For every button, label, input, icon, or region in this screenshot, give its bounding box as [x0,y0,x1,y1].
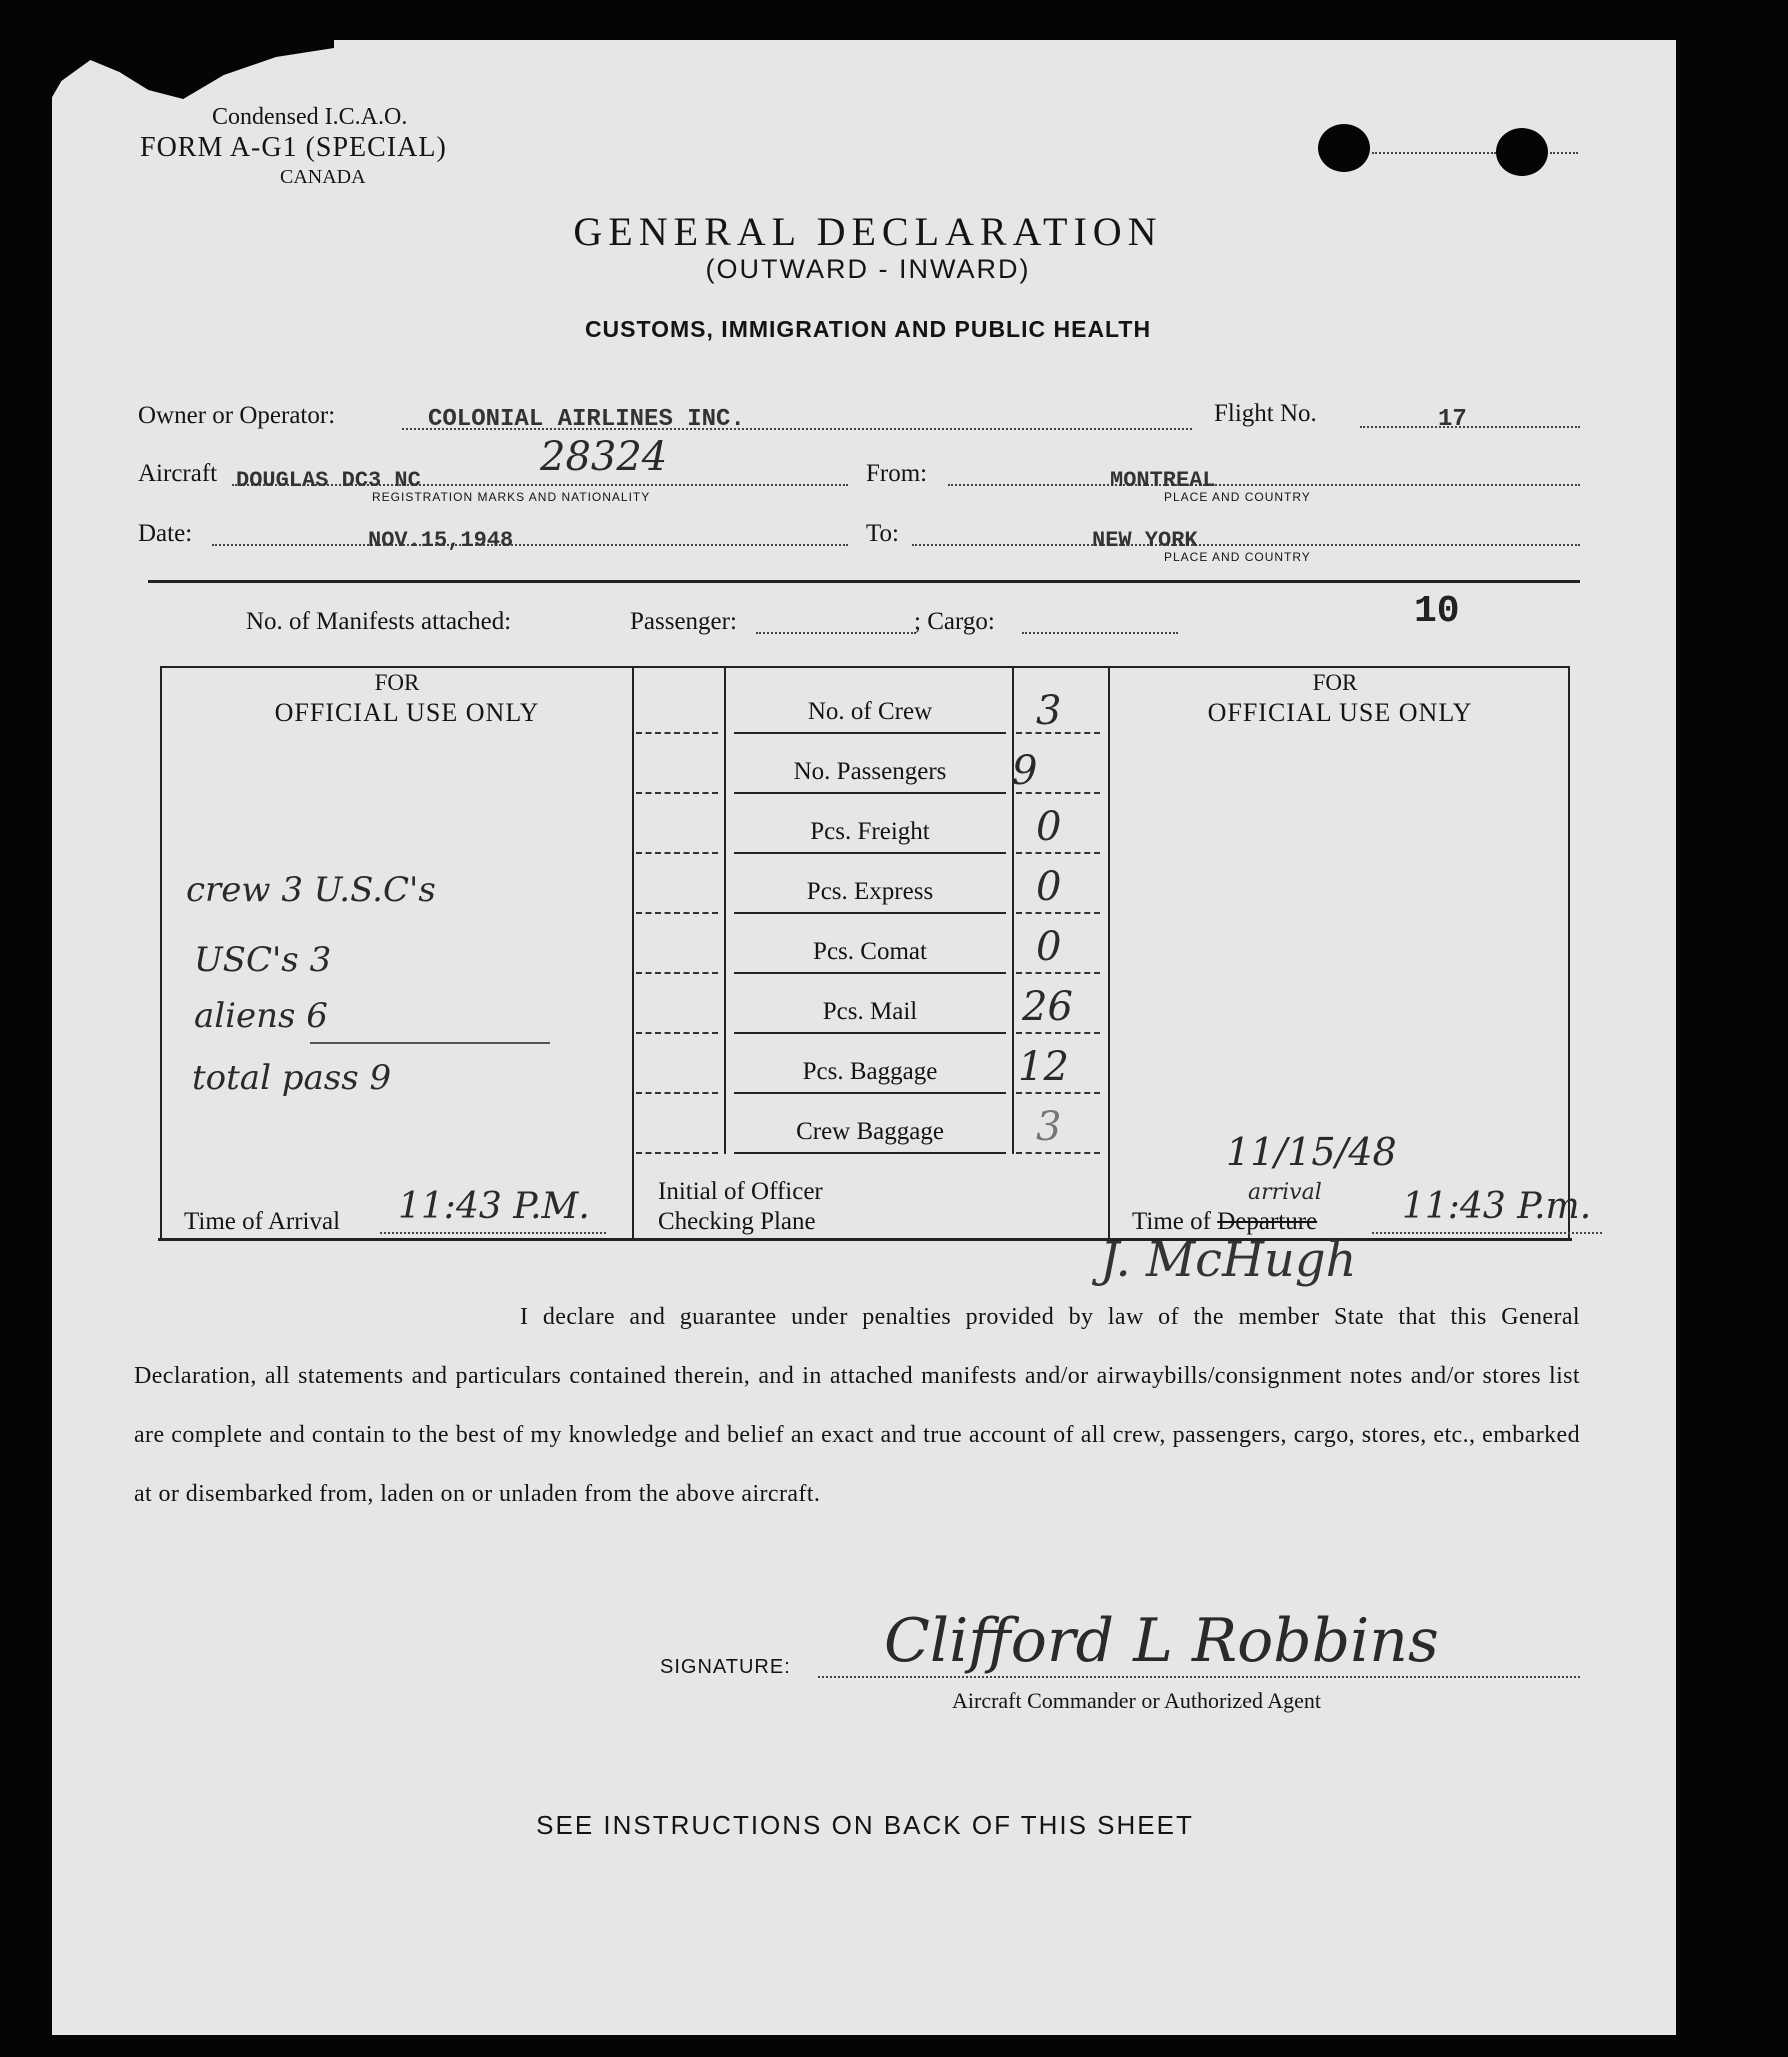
table-left-border [160,666,162,1240]
note-total: total pass 9 [192,1058,392,1098]
row-dash-freight [636,852,718,854]
row-value-mail: 26 [1022,984,1073,1030]
section-divider [148,580,1580,583]
row-value-passengers: 9 [1012,748,1038,794]
to-caption: PLACE AND COUNTRY [1164,550,1311,564]
signature-label: SIGNATURE: [660,1656,791,1678]
declaration-text: I declare and guarantee under penalties provided by law of the member State that this General Declaration, all statements and particulars contained therein, and in attached manifests and/or airwaybills/consignment notes and/or stores list are complete and contain to the best of my knowledge and belief an exact and true account of all crew, passengers, cargo, stores, etc., embarked at or disembarked from, laden on or unladen from the above aircraft. [134,1304,1580,1507]
row-value-express: 0 [1036,864,1062,910]
date-dotted-line [212,544,848,546]
right-header-for: FOR [1312,670,1358,695]
aircraft-value: DOUGLAS DC3 NC [236,468,421,493]
header-dotted-line [1372,152,1496,154]
row-dash-passengers [636,792,718,794]
row-dash-baggage [636,1092,718,1094]
row-dash-express [636,912,718,914]
row-dash2-freight [1016,852,1100,854]
manifests-label: No. of Manifests attached: [246,608,512,635]
table-top-border [160,666,1570,668]
header-dotted-line-2 [1550,152,1578,154]
aircraft-caption: REGISTRATION MARKS AND NATIONALITY [372,490,651,504]
to-dotted-line [912,544,1580,546]
owner-label: Owner or Operator: [138,402,336,429]
row-value-crew: 3 [1036,688,1062,734]
manifests-number: 10 [1414,590,1460,633]
section-heading: CUSTOMS, IMMIGRATION AND PUBLIC HEALTH [584,316,1152,342]
manifests-cargo-dotted-line [1022,632,1178,634]
date-note: 11/15/48 [1226,1130,1397,1174]
row-label-passengers: No. Passengers [793,758,947,785]
to-label: To: [866,520,899,547]
owner-value: COLONIAL AIRLINES INC. [428,406,745,433]
time-departure-prefix: Time of [1132,1208,1218,1235]
aircraft-label: Aircraft [138,460,218,487]
row-rule-baggage [734,1092,1006,1094]
footer-instructions: SEE INSTRUCTIONS ON BACK OF THIS SHEET [536,1810,1194,1840]
time-departure-struck: Departure [1217,1208,1318,1235]
officer-signature: J. McHugh [1100,1232,1357,1288]
date-label: Date: [138,520,193,547]
table-bottom-border [158,1238,1572,1241]
aircraft-number: 28324 [540,434,668,480]
flight-label: Flight No. [1214,400,1317,427]
from-label: From: [866,460,928,487]
row-dash2-comat [1016,972,1100,974]
row-dash2-express [1016,912,1100,914]
table-col-divider-1 [632,666,634,1240]
form-line-1: Condensed I.C.A.O. [212,104,408,130]
row-rule-express [734,912,1006,914]
row-rule-freight [734,852,1006,854]
from-dotted-line [948,484,1580,486]
row-label-baggage: Pcs. Baggage [802,1058,938,1085]
row-value-baggage: 12 [1018,1044,1069,1090]
row-label-crew: No. of Crew [807,698,933,725]
time-departure-value: 11:43 P.m. [1402,1186,1592,1227]
row-value-crew-baggage: 3 [1036,1104,1062,1150]
table-col-divider-4 [1108,666,1110,1240]
row-dash2-crew [1016,732,1100,734]
row-dash-crew [636,732,718,734]
time-departure-dotted-line [1372,1232,1602,1234]
time-arrival-label: Time of Arrival [184,1208,341,1235]
signature-dotted-line [818,1676,1580,1678]
row-rule-crew [734,732,1006,734]
row-rule-passengers [734,792,1006,794]
to-value: NEW YORK [1092,528,1198,553]
left-header-for: FOR [374,670,420,695]
note-crew: crew 3 U.S.C's [186,870,436,910]
row-value-comat: 0 [1036,924,1062,970]
manifests-passenger-label: Passenger: [630,608,737,635]
time-arrival-dotted-line [380,1232,606,1234]
form-country: CANADA [280,166,366,188]
row-dash2-mail [1016,1032,1100,1034]
signature-caption: Aircraft Commander or Authorized Agent [952,1688,1322,1713]
from-value: MONTREAL [1110,468,1216,493]
row-label-freight: Pcs. Freight [810,818,930,845]
row-dash2-crew-baggage [1016,1152,1100,1154]
page-subtitle: (OUTWARD - INWARD) [705,254,1031,284]
date-value: NOV.15,1948 [368,528,514,553]
time-arrival-value: 11:43 P.M. [398,1186,590,1227]
note-uscs: USC's 3 [194,940,332,980]
manifests-cargo-label: ; Cargo: [914,608,995,635]
row-label-express: Pcs. Express [806,878,934,905]
row-rule-comat [734,972,1006,974]
row-rule-mail [734,1032,1006,1034]
row-value-freight: 0 [1036,804,1062,850]
initial-label-2: Checking Plane [658,1208,816,1235]
punch-hole-right [1496,128,1548,176]
manifests-passenger-dotted-line [756,632,916,634]
row-label-comat: Pcs. Comat [813,938,927,965]
right-header-official: OFFICIAL USE ONLY [1207,698,1473,727]
signature-value: Clifford L Robbins [884,1606,1439,1676]
row-label-crew-baggage: Crew Baggage [796,1118,944,1145]
row-dash2-baggage [1016,1092,1100,1094]
table-right-border [1568,666,1570,1240]
left-header-official: OFFICIAL USE ONLY [274,698,540,727]
note-aliens: aliens 6 [194,996,328,1036]
punch-hole-left [1318,124,1370,172]
table-col-divider-2 [724,666,726,1154]
table-col-divider-3 [1012,666,1014,1154]
time-departure-inserted: arrival [1248,1180,1322,1205]
row-dash-mail [636,1032,718,1034]
row-label-mail: Pcs. Mail [822,998,918,1025]
initial-label-1: Initial of Officer [658,1178,823,1205]
row-dash-comat [636,972,718,974]
row-rule-crew-baggage [734,1152,1006,1154]
form-line-2: FORM A-G1 (SPECIAL) [140,132,447,163]
note-underline [310,1042,550,1044]
page-title: GENERAL DECLARATION [573,209,1163,254]
row-dash2-passengers [1016,792,1100,794]
flight-value: 17 [1438,406,1467,433]
from-caption: PLACE AND COUNTRY [1164,490,1311,504]
row-dash-crew-baggage [636,1152,718,1154]
flight-dotted-line [1360,426,1580,428]
